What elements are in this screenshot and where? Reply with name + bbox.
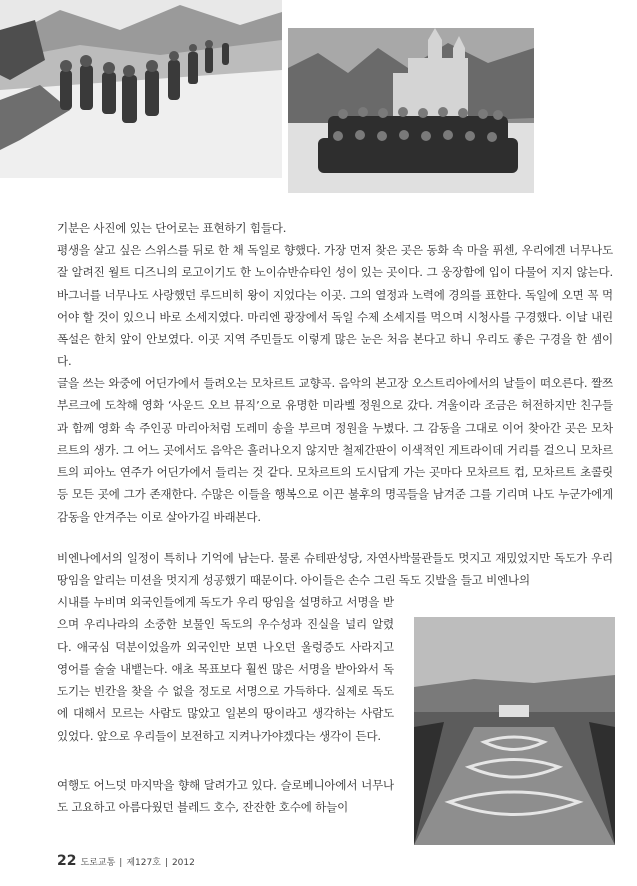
magazine-name: 도로교통	[80, 858, 116, 868]
issue-year: 2012	[171, 858, 195, 868]
issue-number: 제127호	[126, 858, 161, 868]
page-number: 22	[57, 853, 77, 869]
page-footer	[57, 853, 195, 869]
paragraph-germany: 평생을 살고 싶은 스위스를 뒤로 한 채 독일로 향했다. 가장 먼저 찾은 곳은 동화 속 마을 퓌센, 우리에겐 너무나도 잘 알려진 월트 디즈니의 로고이기도 한 노이슈반슈타인 성이 있는 곳이다. 그 웅장함에 입이 다물어 지지 않는다. 바그너를 너무나도 사랑했던 루드비히 왕이 지었다는 이곳. 그의 열정과 노력에 경의를 표한다. 독일에 오면 꼭 먹어야 할 것이 있으니 바로 소세지였다. 마리엔 광장에서 독일 수제 소세지를 먹으며 시청사를 구경했다. 이날 내린 폭설은 한치 앞이 안보였다. 이곳 지역 주민들도 이렇게 많은 눈은 처음 본다고 하니 우리도 좋은 구경을 한 셈이다.	[57, 243, 613, 369]
garden-image	[414, 617, 615, 845]
paragraph-dokdo: 시내를 누비며 외국인들에게 독도가 우리 땅임을 설명하고 서명을 받으며 우리나라의 소중한 보물인 독도의 우수성과 진실을 널리 알렸다. 애국심 덕분이었을까 외국인만 보면 나오던 울렁증도 사라지고 영어를 술술 내뱉는다. 애초 목표보다 훨씬 많은 서명을 받아와서 독도기는 빈칸을 찾을 수 없을 정도로 서명으로 가득하다. 실제로 독도에 대해서 모르는 사람도 많았고 일본의 땅이라고 생각하는 사람도 있었다. 앞으로 우리들이 보전하고 지켜나가야겠다는 생각이 든다.	[57, 595, 394, 743]
footer-separator: |	[119, 858, 123, 868]
paragraph-austria: 글을 쓰는 와중에 어딘가에서 들려오는 모차르트 교향곡. 음악의 본고장 오스트리아에서의 날들이 떠오른다. 짤쯔부르크에 도착해 영화 ‘사운드 오브 뮤직’으로 유명한 미라벨 정원으로 갔다. 겨울이라 조금은 허전하지만 친구들과 함께 영화 속 주인공 마리아처럼 도레미 송을 부르며 정원을 누볐다. 그 감동을 그대로 이어 찾아간 곳은 모차르트의 생가. 그 어느 곳에서도 음악은 흘러나오지 않지만 철제간판이 이색적인 게트라이데 거리를 걸으니 모차르트의 피아노 연주가 어딘가에서 들리는 것 같다. 모차르트의 도시답게 가는 곳마다 모차르트 컵, 모차르트 초콜릿 등 모든 곳에 그가 존재한다. 수많은 이들을 행복으로 이끈 불후의 명곡들을 남겨준 그를 기리며 나도 누군가에게 감동을 안겨주는 이로 살아가길 바래본다.	[57, 376, 613, 524]
ski-slope-photo	[0, 0, 282, 178]
paragraph-slovenia: 여행도 어느덧 마지막을 향해 달려가고 있다. 슬로베니아에서 너무나도 고요하고 아름다웠던 블레드 호수, 잔잔한 호수에 하늘이	[57, 778, 394, 815]
footer-separator-2: |	[164, 858, 168, 868]
paragraph-intro: 기분은 사진에 있는 단어로는 표현하기 힘들다.	[57, 221, 287, 235]
ski-slope-image	[0, 0, 282, 178]
castle-group-photo	[288, 28, 534, 193]
palace-garden-photo	[414, 617, 615, 845]
paragraph-vienna: 비엔나에서의 일정이 특히나 기억에 남는다. 물론 슈테판성당, 자연사박물관들도 멋지고 재밌었지만 독도가 우리 땅임을 알리는 미션을 멋지게 성공했기 때문이다. 아이들은 손수 그린 독도 깃발을 들고 비엔나의	[57, 551, 613, 588]
castle-image	[288, 28, 534, 193]
